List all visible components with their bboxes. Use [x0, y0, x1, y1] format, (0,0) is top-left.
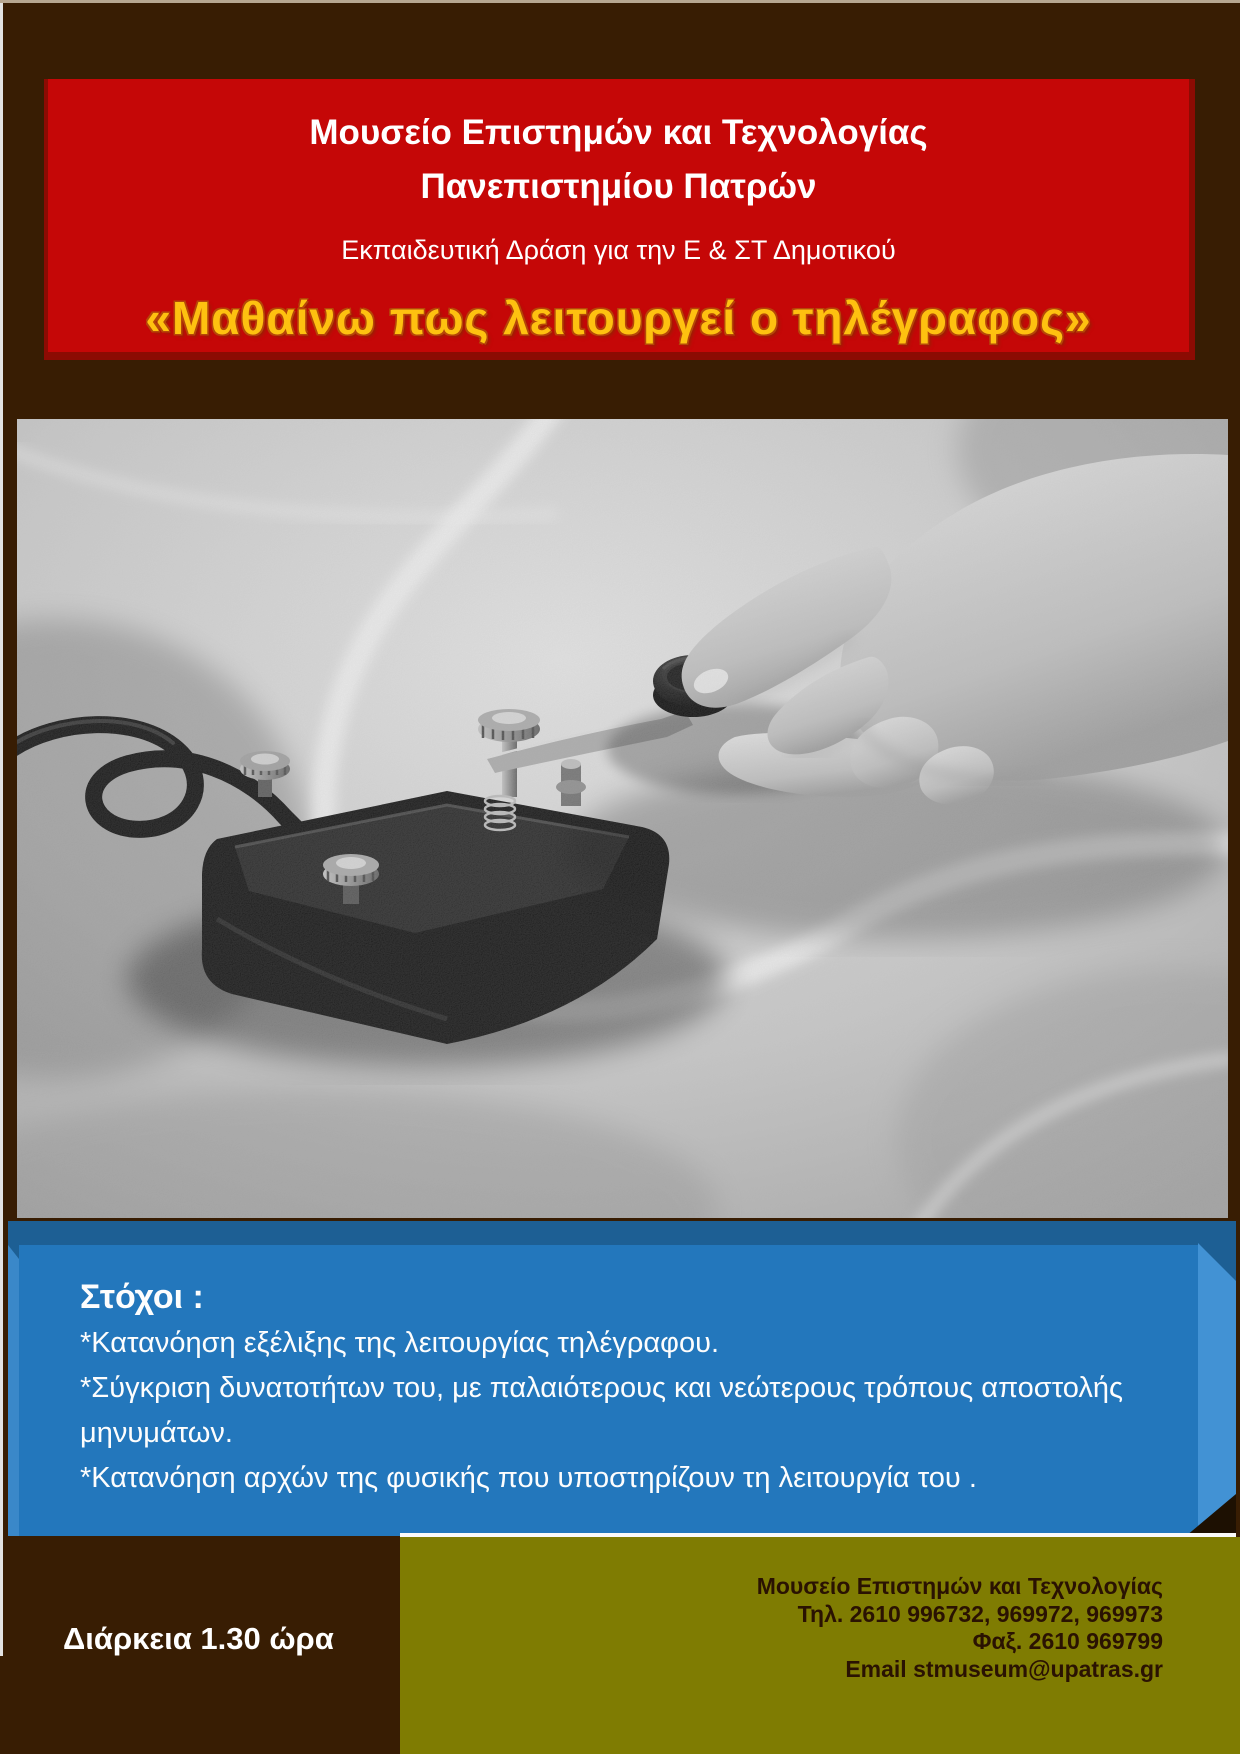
activity-title: «Μαθαίνω πως λειτουργεί ο τηλέγραφος»: [145, 292, 1092, 344]
museum-name-line1: Μουσείο Επιστημών και Τεχνολογίας: [309, 113, 928, 152]
page-top-edge-line: [0, 0, 1240, 3]
photo-grain: [17, 419, 1228, 1218]
museum-name-line2: Πανεπιστημίου Πατρών: [420, 167, 817, 206]
telegraph-photo: [17, 419, 1228, 1218]
contact-block: [757, 1573, 1163, 1683]
activity-subtitle: Εκπαιδευτική Δράση για την Ε & ΣΤ Δημοτικού: [341, 235, 896, 265]
header-banner: [44, 79, 1195, 360]
duration-label: Διάρκεια 1.30 ώρα: [63, 1621, 334, 1656]
contact-box: [400, 1537, 1240, 1754]
telegraph-photo-svg: [17, 419, 1228, 1218]
goals-box-bevel-left: [8, 1245, 19, 1536]
goals-text: [80, 1273, 1190, 1501]
goal-item: *Κατανόηση αρχών της φυσικής που υποστηρίζουν τη λειτουργία του .: [80, 1462, 977, 1494]
contact-name: Μουσείο Επιστημών και Τεχνολογίας: [756, 1573, 1163, 1599]
contact-fax: Φαξ. 2610 969799: [972, 1628, 1163, 1654]
contact-email: Email stmuseum@upatras.gr: [845, 1655, 1163, 1682]
contact-phone: Τηλ. 2610 996732, 969972, 969973: [797, 1600, 1163, 1627]
goals-box-bevel-right: [1198, 1221, 1236, 1536]
goal-item: *Κατανόηση εξέλιξης της λειτουργίας τηλέγραφου.: [80, 1327, 720, 1359]
page-left-edge-line: [0, 3, 3, 1656]
goals-box: [8, 1221, 1236, 1536]
goal-item: *Σύγκριση δυνατοτήτων του, με παλαιότερους και νεώτερους τρόπους αποστολής μηνυμάτων.: [80, 1372, 1123, 1449]
goals-heading: Στόχοι :: [80, 1278, 204, 1316]
